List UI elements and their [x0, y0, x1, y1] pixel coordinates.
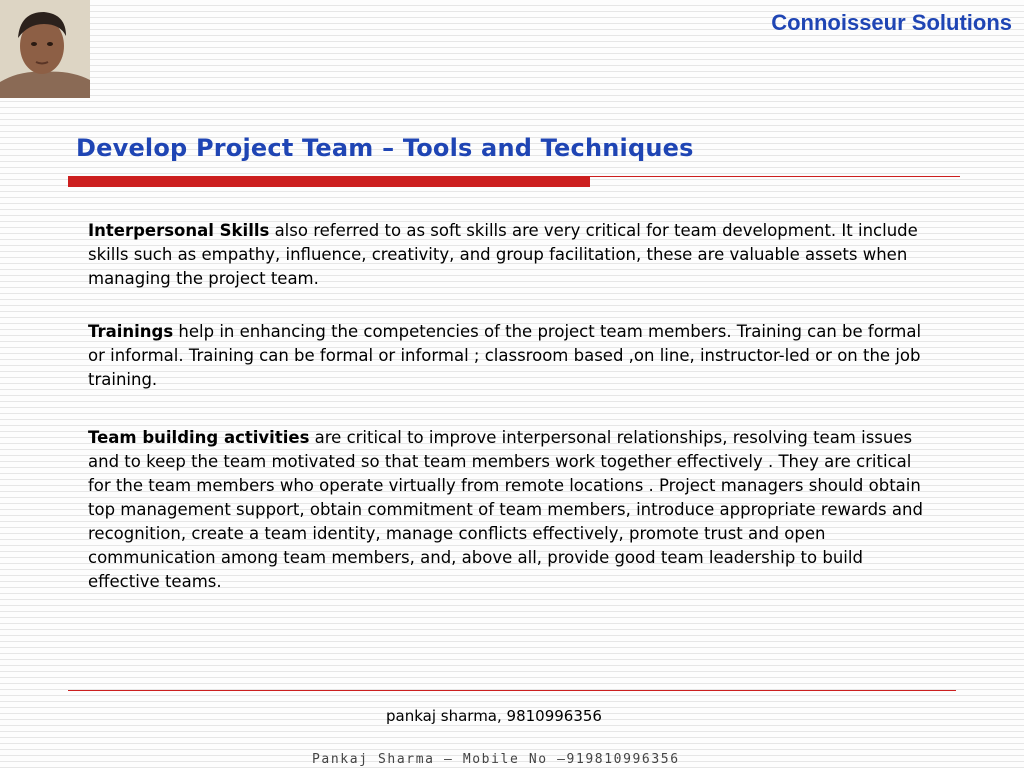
brand-name: Connoisseur Solutions — [771, 10, 1012, 35]
footer-contact: Pankaj Sharma – Mobile No –919810996356 — [312, 752, 680, 767]
title-accent-bar — [68, 176, 590, 187]
presenter-photo — [0, 0, 90, 98]
slide-title: Develop Project Team – Tools and Techniques — [76, 134, 694, 162]
presenter-portrait-image — [0, 0, 90, 98]
footer-divider — [68, 690, 956, 691]
paragraph-trainings — [88, 320, 938, 392]
paragraph-term: Team building activities — [88, 428, 310, 447]
paragraph-team-building — [88, 426, 938, 594]
paragraph-text: help in enhancing the competencies of the project team members. Training can be formal or informal. Training can be formal or informal ; classroom based ,on line, instructor-led or on the job training. — [88, 322, 922, 389]
paragraph-term: Trainings — [88, 322, 174, 341]
paragraph-text: are critical to improve interpersonal relationships, resolving team issues and to keep the team motivated so that team members work together effectively . They are critical for the team members who operate virtually from remote locations . Project managers should obtain top management support, obtain commitment of team members, introduce appropriate rewards and recognition, create a team identity, manage conflicts effectively, promote trust and open communication among team members, and, above all, provide good team leadership to build effective teams. — [88, 428, 923, 591]
paragraph-interpersonal-skills — [88, 219, 938, 291]
footer-author: pankaj sharma, 9810996356 — [386, 707, 602, 725]
paragraph-term: Interpersonal Skills — [88, 221, 270, 240]
paragraph-text: also referred to as soft skills are very critical for team development. It include skills such as empathy, influence, creativity, and group facilitation, these are valuable assets when managing the project team. — [88, 221, 918, 288]
